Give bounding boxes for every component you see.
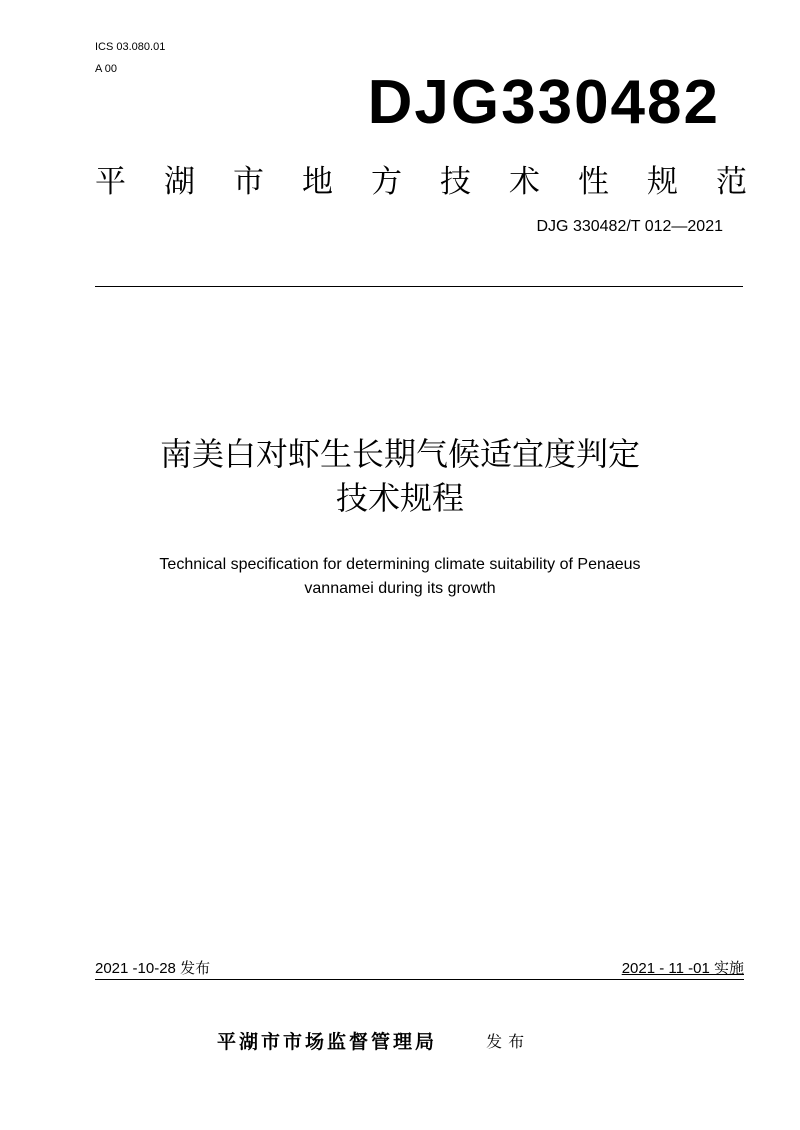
title-english-line-1: Technical specification for determining climate suitability of Penaeus	[159, 556, 641, 573]
standard-type-char: 术	[509, 163, 540, 200]
ics-code: ICS 03.080.01	[95, 41, 166, 53]
standard-number: DJG 330482/T 012—2021	[536, 218, 723, 235]
date-line	[95, 959, 744, 980]
standard-type-char: 范	[716, 163, 747, 200]
standard-type-char: 技	[440, 163, 471, 200]
standard-code: DJG330482	[367, 68, 720, 137]
standard-type-char: 性	[578, 163, 609, 200]
issuing-authority: 平湖市市场监督管理局	[217, 1031, 438, 1053]
standard-type-char: 地	[302, 163, 333, 200]
title-chinese-line-2: 技术规程	[335, 479, 464, 517]
standard-type-char: 平	[95, 163, 126, 200]
title-english-line-2: vannamei during its growth	[304, 580, 496, 597]
standard-type	[95, 156, 747, 200]
standard-type-char: 规	[647, 163, 678, 200]
header-divider	[95, 286, 743, 287]
standard-type-char: 市	[233, 163, 264, 200]
title-english	[0, 553, 800, 601]
issuer-row	[217, 1028, 530, 1056]
implementation-date: 2021 - 11 -01 实施	[621, 960, 744, 977]
title-chinese	[0, 432, 800, 520]
classification-code: A 00	[95, 63, 118, 75]
title-chinese-line-1: 南美白对虾生长期气候适宜度判定	[159, 435, 640, 473]
issue-date: 2021 -10-28 发布	[95, 960, 211, 977]
standard-type-char: 方	[371, 163, 402, 200]
publish-label: 发布	[486, 1032, 531, 1051]
standard-type-char: 湖	[164, 163, 195, 200]
